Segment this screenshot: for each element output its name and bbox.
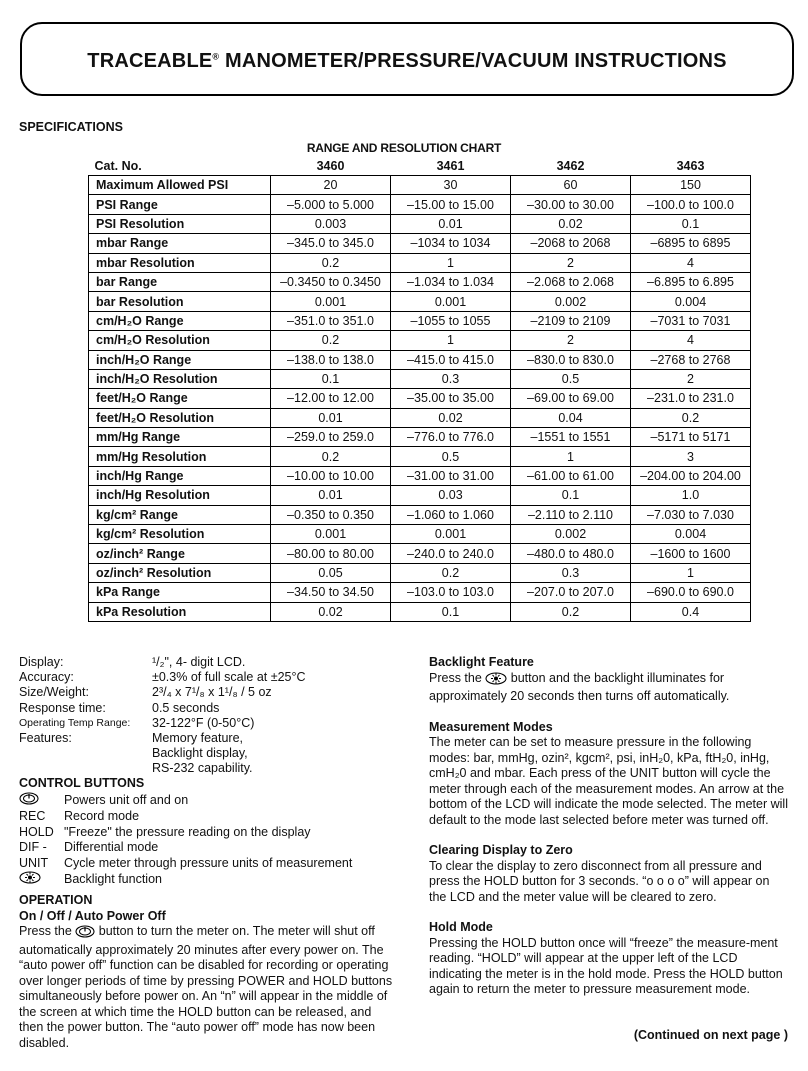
measurement-heading: Measurement Modes bbox=[429, 719, 553, 734]
table-row bbox=[89, 331, 751, 350]
table-cell: –138.0 to 138.0 bbox=[271, 350, 391, 369]
table-cell: –80.00 to 80.00 bbox=[271, 544, 391, 563]
table-cell: 0.1 bbox=[271, 369, 391, 388]
table-cell: –31.00 to 31.00 bbox=[391, 466, 511, 485]
measurement-text: The meter can be set to measure pressure in the following modes: bar, mmHg, ozin², kgcm², psi, inH₂0, kPa, ftH₂0, inHg, cmH₂0 and mbar. Each press of the UNIT button will cycle the meter through each of the measurement modes. An arrow at the bottom of the LCD will indicate the mode selected. The meter will default to the mode last selected before meter was turned off. bbox=[429, 735, 788, 827]
table-cell: –1055 to 1055 bbox=[391, 311, 511, 330]
spec-row bbox=[19, 685, 306, 700]
spec-value: 2³/₄ x 7¹/₈ x 1¹/₈ / 5 oz bbox=[152, 685, 272, 700]
table-row bbox=[89, 544, 751, 563]
control-button-desc: Record mode bbox=[64, 809, 140, 823]
registered-mark: ® bbox=[212, 51, 220, 62]
backlight-button-icon bbox=[19, 871, 64, 889]
spec-value: 32-122°F (0-50°C) bbox=[152, 715, 255, 730]
table-cell: –100.0 to 100.0 bbox=[631, 195, 751, 214]
table-row bbox=[89, 505, 751, 524]
table-row-label: Maximum Allowed PSI bbox=[89, 176, 271, 195]
table-cell: 30 bbox=[391, 176, 511, 195]
spec-row bbox=[19, 716, 306, 731]
table-row bbox=[89, 253, 751, 272]
table-row-label: mbar Range bbox=[89, 234, 271, 253]
table-row bbox=[89, 369, 751, 388]
table-cell: –2068 to 2068 bbox=[511, 234, 631, 253]
operation-text bbox=[19, 924, 394, 1051]
table-row-label: inch/H₂O Resolution bbox=[89, 369, 271, 388]
table-row bbox=[89, 408, 751, 427]
table-cell: 0.5 bbox=[391, 447, 511, 466]
table-cell: 0.01 bbox=[271, 408, 391, 427]
table-row bbox=[89, 583, 751, 602]
hold-heading: Hold Mode bbox=[429, 920, 493, 934]
table-cell: –7.030 to 7.030 bbox=[631, 505, 751, 524]
table-cell: –2.110 to 2.110 bbox=[511, 505, 631, 524]
table-cell: 1 bbox=[631, 563, 751, 582]
table-cell: –35.00 to 35.00 bbox=[391, 389, 511, 408]
table-cell: –7031 to 7031 bbox=[631, 311, 751, 330]
table-cell: –0.3450 to 0.3450 bbox=[271, 272, 391, 291]
spec-value: RS-232 capability. bbox=[152, 761, 253, 776]
continued-note: (Continued on next page ) bbox=[633, 1028, 788, 1042]
spec-key: Features: bbox=[19, 731, 72, 746]
hold-text: Pressing the HOLD button once will “freeze” the measure-ment reading. “HOLD” will appear at the upper left of the LCD indicating the meter is in the hold mode. Press the HOLD button again to return the meter to pressure measurement mode. bbox=[429, 935, 783, 996]
table-cell: –1551 to 1551 bbox=[511, 428, 631, 447]
table-cell: 1 bbox=[391, 331, 511, 350]
table-cell: 0.1 bbox=[631, 214, 751, 233]
table-cell: 0.1 bbox=[391, 602, 511, 621]
control-button-desc: Backlight function bbox=[64, 872, 162, 886]
table-row-label: kPa Resolution bbox=[89, 602, 271, 621]
table-row bbox=[89, 486, 751, 505]
table-cell: 60 bbox=[511, 176, 631, 195]
backlight-text bbox=[429, 671, 789, 705]
table-cell: 1 bbox=[391, 253, 511, 272]
table-row-label: mm/Hg Range bbox=[89, 428, 271, 447]
table-cell: 4 bbox=[631, 253, 751, 272]
operation-section bbox=[19, 893, 394, 1051]
table-cell: –415.0 to 415.0 bbox=[391, 350, 511, 369]
page-title bbox=[22, 50, 792, 73]
operation-text-pre: Press the bbox=[19, 924, 72, 938]
control-button-key: REC bbox=[19, 809, 46, 823]
table-row bbox=[89, 214, 751, 233]
control-button-key: DIF - bbox=[19, 840, 47, 854]
table-row-label: mm/Hg Resolution bbox=[89, 447, 271, 466]
table-cell: 0.002 bbox=[511, 292, 631, 311]
table-cell: –1.034 to 1.034 bbox=[391, 272, 511, 291]
table-row bbox=[89, 428, 751, 447]
table-row-label: mbar Resolution bbox=[89, 253, 271, 272]
table-cell: –0.350 to 0.350 bbox=[271, 505, 391, 524]
table-cell: 0.2 bbox=[271, 253, 391, 272]
power-button-icon bbox=[75, 925, 95, 943]
spec-value: ¹/₂", 4- digit LCD. bbox=[152, 655, 246, 669]
control-button-row bbox=[19, 792, 352, 810]
spec-value: Backlight display, bbox=[152, 746, 248, 761]
table-corner-header: Cat. No. bbox=[94, 159, 142, 173]
title-rest: MANOMETER/PRESSURE/VACUUM INSTRUCTIONS bbox=[219, 50, 727, 72]
table-cell: –351.0 to 351.0 bbox=[271, 311, 391, 330]
table-cell: –1600 to 1600 bbox=[631, 544, 751, 563]
table-cell: 0.04 bbox=[511, 408, 631, 427]
table-cell: –1034 to 1034 bbox=[391, 234, 511, 253]
control-button-desc: Powers unit off and on bbox=[64, 792, 189, 807]
clearing-heading: Clearing Display to Zero bbox=[429, 843, 573, 857]
power-button-icon bbox=[19, 792, 64, 810]
backlight-heading: Backlight Feature bbox=[429, 655, 534, 669]
control-button-row bbox=[19, 871, 352, 889]
table-cell: 2 bbox=[511, 253, 631, 272]
table-cell: 3 bbox=[631, 447, 751, 466]
table-cell: –2.068 to 2.068 bbox=[511, 272, 631, 291]
table-cell: –15.00 to 15.00 bbox=[391, 195, 511, 214]
spec-row bbox=[19, 655, 306, 670]
table-cell: 4 bbox=[631, 331, 751, 350]
table-body bbox=[89, 176, 751, 622]
table-cell: 0.02 bbox=[391, 408, 511, 427]
spec-value: ±0.3% of full scale at ±25°C bbox=[152, 670, 306, 685]
table-cell: 0.1 bbox=[511, 486, 631, 505]
table-cell: –12.00 to 12.00 bbox=[271, 389, 391, 408]
table-row bbox=[89, 272, 751, 291]
spec-key: Operating Temp Range: bbox=[19, 716, 131, 729]
table-row-label: PSI Range bbox=[89, 195, 271, 214]
spec-key bbox=[19, 761, 152, 776]
table-cell: –103.0 to 103.0 bbox=[391, 583, 511, 602]
table-cell: –345.0 to 345.0 bbox=[271, 234, 391, 253]
table-cell: 0.004 bbox=[631, 525, 751, 544]
table-cell: –6.895 to 6.895 bbox=[631, 272, 751, 291]
table-cell: 0.2 bbox=[391, 563, 511, 582]
table-column-header: 3461 bbox=[436, 159, 465, 173]
table-cell: 0.003 bbox=[271, 214, 391, 233]
table-cell: –231.0 to 231.0 bbox=[631, 389, 751, 408]
table-cell: 0.2 bbox=[631, 408, 751, 427]
clearing-text: To clear the display to zero disconnect from all pressure and press the HOLD button for 3 seconds. “o o o o” will appear on the LCD and the meter value will be cleared to zero. bbox=[429, 858, 770, 904]
table-column-header: 3462 bbox=[556, 159, 585, 173]
table-row bbox=[89, 563, 751, 582]
table-cell: 0.3 bbox=[511, 563, 631, 582]
table-row-label: bar Resolution bbox=[89, 292, 271, 311]
table-row-label: PSI Resolution bbox=[89, 214, 271, 233]
control-button-desc: "Freeze" the pressure reading on the display bbox=[64, 824, 311, 839]
table-cell: –5171 to 5171 bbox=[631, 428, 751, 447]
table-row-label: feet/H₂O Range bbox=[89, 389, 271, 408]
table-cell: –6895 to 6895 bbox=[631, 234, 751, 253]
table-cell: –69.00 to 69.00 bbox=[511, 389, 631, 408]
table-row-label: inch/Hg Range bbox=[89, 466, 271, 485]
table-row bbox=[89, 389, 751, 408]
control-button-row bbox=[19, 825, 352, 841]
table-row-label: kg/cm² Resolution bbox=[89, 525, 271, 544]
spec-key: Size/Weight: bbox=[19, 685, 89, 700]
spec-row bbox=[19, 731, 306, 746]
spec-key: Display: bbox=[19, 655, 64, 669]
table-cell: –259.0 to 259.0 bbox=[271, 428, 391, 447]
spec-value: Memory feature, bbox=[152, 731, 244, 746]
table-row bbox=[89, 447, 751, 466]
table-cell: –30.00 to 30.00 bbox=[511, 195, 631, 214]
control-button-row bbox=[19, 840, 352, 856]
title-banner bbox=[20, 22, 794, 96]
table-cell: –480.0 to 480.0 bbox=[511, 544, 631, 563]
right-column bbox=[429, 655, 789, 1013]
table-row-label: oz/inch² Range bbox=[89, 544, 271, 563]
table-cell: 150 bbox=[631, 176, 751, 195]
spec-row bbox=[19, 761, 306, 776]
spec-value: 0.5 seconds bbox=[152, 700, 220, 715]
table-cell: –1.060 to 1.060 bbox=[391, 505, 511, 524]
control-button-key: HOLD bbox=[19, 824, 54, 839]
table-row bbox=[89, 311, 751, 330]
table-row bbox=[89, 234, 751, 253]
table-cell: 0.05 bbox=[271, 563, 391, 582]
table-row bbox=[89, 602, 751, 621]
table-cell: 0.02 bbox=[271, 602, 391, 621]
table-row-label: cm/H₂O Resolution bbox=[89, 331, 271, 350]
control-button-row bbox=[19, 809, 352, 825]
specs-list bbox=[19, 655, 306, 777]
operation-subheading: On / Off / Auto Power Off bbox=[19, 908, 166, 923]
spec-key: Response time: bbox=[19, 700, 106, 715]
table-row bbox=[89, 350, 751, 369]
table-cell: 0.01 bbox=[271, 486, 391, 505]
control-buttons-heading: CONTROL BUTTONS bbox=[19, 776, 145, 790]
table-row-label: kPa Range bbox=[89, 583, 271, 602]
table-cell: 1.0 bbox=[631, 486, 751, 505]
table-cell: 1 bbox=[511, 447, 631, 466]
table-cell: 0.001 bbox=[391, 525, 511, 544]
operation-heading: OPERATION bbox=[19, 893, 93, 907]
table-column-header: 3460 bbox=[316, 159, 345, 173]
table-cell: 2 bbox=[511, 331, 631, 350]
table-row-label: cm/H₂O Range bbox=[89, 311, 271, 330]
table-row bbox=[89, 525, 751, 544]
table-row-label: oz/inch² Resolution bbox=[89, 563, 271, 582]
table-cell: –207.0 to 207.0 bbox=[511, 583, 631, 602]
control-buttons-list bbox=[19, 792, 352, 889]
table-row-label: inch/Hg Resolution bbox=[89, 486, 271, 505]
table-cell: 20 bbox=[271, 176, 391, 195]
specifications-heading: SPECIFICATIONS bbox=[19, 120, 123, 134]
table-row bbox=[89, 195, 751, 214]
table-cell: 0.02 bbox=[511, 214, 631, 233]
chart-title: RANGE AND RESOLUTION CHART bbox=[306, 141, 502, 155]
table-cell: 0.5 bbox=[511, 369, 631, 388]
table-row-label: kg/cm² Range bbox=[89, 505, 271, 524]
table-cell: –10.00 to 10.00 bbox=[271, 466, 391, 485]
table-cell: 0.4 bbox=[631, 602, 751, 621]
table-cell: 0.03 bbox=[391, 486, 511, 505]
operation-text-post: button to turn the meter on. The meter will shut off automatically approximately 20 minutes after every power on. The “auto power off” function can be disabled for recording or operating over longer periods of time by pressing POWER and HOLD buttons simultaneously before power on. An “n” will appear in the middle of the screen at which time the HOLD button can be released, and then the power button. The “auto power off” mode has now been disabled. bbox=[19, 924, 393, 1050]
table-cell: 0.3 bbox=[391, 369, 511, 388]
table-row bbox=[89, 292, 751, 311]
table-row bbox=[89, 466, 751, 485]
title-brand: TRACEABLE bbox=[87, 50, 213, 72]
table-cell: 0.002 bbox=[511, 525, 631, 544]
table-cell: 2 bbox=[631, 369, 751, 388]
spec-row bbox=[19, 746, 306, 761]
control-buttons-section bbox=[19, 776, 352, 889]
table-row-label: inch/H₂O Range bbox=[89, 350, 271, 369]
table-cell: –690.0 to 690.0 bbox=[631, 583, 751, 602]
spec-key bbox=[19, 746, 152, 761]
table-cell: –830.0 to 830.0 bbox=[511, 350, 631, 369]
table-cell: –2768 to 2768 bbox=[631, 350, 751, 369]
table-column-header: 3463 bbox=[676, 159, 705, 173]
table-cell: –2109 to 2109 bbox=[511, 311, 631, 330]
table-cell: 0.001 bbox=[391, 292, 511, 311]
backlight-text-pre: Press the bbox=[429, 670, 482, 685]
table-cell: 0.01 bbox=[391, 214, 511, 233]
table-row-label: bar Range bbox=[89, 272, 271, 291]
table-cell: –776.0 to 776.0 bbox=[391, 428, 511, 447]
control-button-desc: Differential mode bbox=[64, 840, 159, 854]
backlight-text-post: button and the backlight illuminates for approximately 20 seconds then turns off automatically. bbox=[429, 670, 730, 703]
spec-key: Accuracy: bbox=[19, 670, 74, 685]
table-cell: 0.001 bbox=[271, 292, 391, 311]
table-header-row bbox=[89, 157, 751, 176]
table-cell: –61.00 to 61.00 bbox=[511, 466, 631, 485]
control-button-desc: Cycle meter through pressure units of measurement bbox=[64, 855, 353, 870]
table-cell: 0.001 bbox=[271, 525, 391, 544]
table-row bbox=[89, 176, 751, 195]
spec-row bbox=[19, 701, 306, 716]
table-row-label: feet/H₂O Resolution bbox=[89, 408, 271, 427]
table-cell: –240.0 to 240.0 bbox=[391, 544, 511, 563]
control-button-row bbox=[19, 856, 352, 872]
backlight-button-icon bbox=[485, 672, 507, 690]
table-cell: –5.000 to 5.000 bbox=[271, 195, 391, 214]
table-cell: 0.2 bbox=[271, 447, 391, 466]
spec-row bbox=[19, 670, 306, 685]
table-cell: 0.2 bbox=[511, 602, 631, 621]
table-cell: 0.004 bbox=[631, 292, 751, 311]
table-cell: –34.50 to 34.50 bbox=[271, 583, 391, 602]
table-cell: 0.2 bbox=[271, 331, 391, 350]
range-resolution-table bbox=[88, 157, 751, 622]
control-button-key: UNIT bbox=[19, 855, 49, 870]
table-cell: –204.00 to 204.00 bbox=[631, 466, 751, 485]
